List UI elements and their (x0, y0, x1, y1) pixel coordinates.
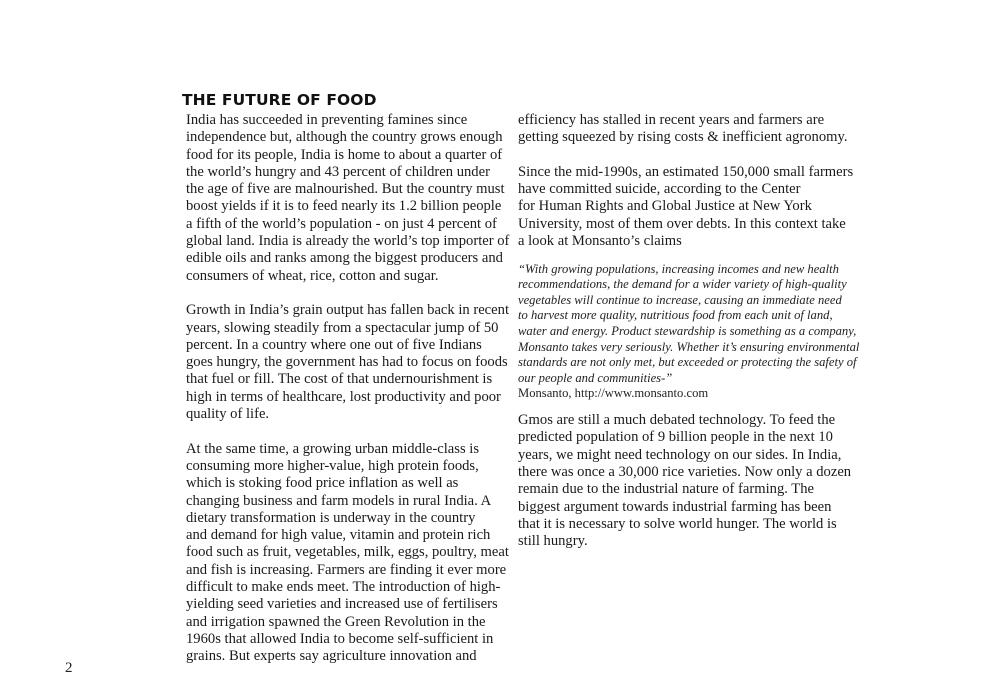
quote-line: our people and communities-” (518, 370, 673, 385)
text-line: there was once a 30,000 rice varieties. Now only a dozen (518, 463, 852, 480)
text-line: and irrigation spawned the Green Revolution in the (186, 613, 486, 630)
text-line: and fish is increasing. Farmers are finding it ever more (186, 561, 507, 578)
text-line: percent. In a country where one out of five Indians (186, 336, 482, 353)
text-line: At the same time, a growing urban middle-class is (186, 440, 480, 457)
text-line: 1960s that allowed India to become self-sufficient in (186, 630, 494, 647)
text-line: years, we might need technology on our sides. In India, (518, 446, 842, 463)
monsanto-quote (518, 261, 860, 387)
quote-line: “With growing populations, increasing incomes and new health (518, 261, 839, 276)
text-line: quality of life. (186, 406, 270, 423)
text-line: a fifth of the world’s population - on just 4 percent of (186, 215, 497, 232)
text-line: biggest argument towards industrial farming has been (518, 498, 832, 515)
text-line: difficult to make ends meet. The introduction of high- (186, 579, 501, 596)
text-line: India has succeeded in preventing famines since (186, 112, 468, 128)
quote-line: Monsanto takes very seriously. Whether it’s ensuring environmental (518, 339, 860, 354)
text-line: global land. India is already the world’s top importer of (186, 233, 510, 250)
quote-line: to harvest more quality, nutritious food from each unit of land, (518, 308, 833, 323)
paragraph-grain-output (186, 302, 509, 423)
text-line: Gmos are still a much debated technology. To feed the (518, 412, 836, 429)
text-line: changing business and farm models in rural India. A (186, 492, 492, 509)
quote-line: recommendations, the demand for a wider variety of high-quality (518, 277, 847, 292)
text-line: consumers of wheat, rice, cotton and sugar. (186, 267, 439, 284)
text-line: the age of five are malnourished. But the country must (186, 181, 505, 198)
right-column (518, 112, 860, 568)
text-line: grains. But experts say agriculture innovation and (186, 648, 477, 665)
text-line: yielding seed varieties and increased use of fertilisers (186, 596, 498, 613)
text-line: food such as fruit, vegetables, milk, eggs, poultry, meat (186, 544, 509, 561)
text-line: edible oils and ranks among the biggest producers and (186, 250, 503, 267)
text-line: and demand for high value, vitamin and protein rich (186, 527, 491, 544)
text-line: years, slowing steadily from a spectacular jump of 50 (186, 319, 499, 336)
text-line: that it is necessary to solve world hunger. The world is (518, 515, 837, 532)
text-line: high in terms of healthcare, lost productivity and poor (186, 388, 501, 405)
text-line: getting squeezed by rising costs & inefficient agronomy. (518, 129, 848, 146)
text-line: Since the mid-1990s, an estimated 150,000 small farmers (518, 163, 854, 180)
paragraph-famines (186, 112, 510, 285)
text-line: food for its people, India is home to about a quarter of (186, 146, 503, 163)
text-line: University, most of them over debts. In this context take (518, 215, 846, 232)
quote-line: standards are not only met, but exceeded or protecting the safety of (518, 355, 857, 370)
text-line: for Human Rights and Global Justice at New York (518, 198, 812, 215)
text-line: predicted population of 9 billion people in the next 10 (518, 429, 833, 446)
paragraph-farmer-suicides (518, 163, 854, 250)
text-line: Growth in India’s grain output has fallen back in recent (186, 302, 509, 319)
quote-line: water and energy. Product stewardship is something as a company, (518, 324, 857, 339)
text-line: the world’s hungry and 43 percent of children under (186, 163, 490, 180)
text-line: a look at Monsanto’s claims (518, 233, 682, 250)
text-line: still hungry. (518, 533, 588, 550)
text-line: that fuel or fill. The cost of that undernourishment is (186, 371, 493, 388)
text-line: efficiency has stalled in recent years and farmers are (518, 112, 825, 128)
quote-source: Monsanto, http://www.monsanto.com (518, 386, 709, 401)
text-line: remain due to the industrial nature of farming. The (518, 481, 814, 498)
page-heading: THE FUTURE OF FOOD (182, 91, 377, 109)
text-line: goes hungry, the government has had to focus on foods (186, 354, 508, 371)
text-line: independence but, although the country grows enough (186, 129, 503, 146)
quote-line: vegetables will continue to increase, causing an immediate need (518, 292, 842, 307)
paragraph-efficiency (518, 112, 848, 147)
text-line: dietary transformation is underway in the country (186, 509, 476, 526)
text-line: have committed suicide, according to the Center (518, 181, 801, 198)
paragraph-gmos (518, 412, 852, 550)
text-line: which is stoking food price inflation as well as (186, 475, 459, 492)
paragraph-middle-class (186, 440, 509, 666)
left-column (186, 112, 510, 683)
page-number: 2 (65, 660, 73, 676)
text-line: boost yields if it is to feed nearly its 1.2 billion people (186, 198, 502, 215)
text-line: consuming more higher-value, high protein foods, (186, 457, 479, 474)
